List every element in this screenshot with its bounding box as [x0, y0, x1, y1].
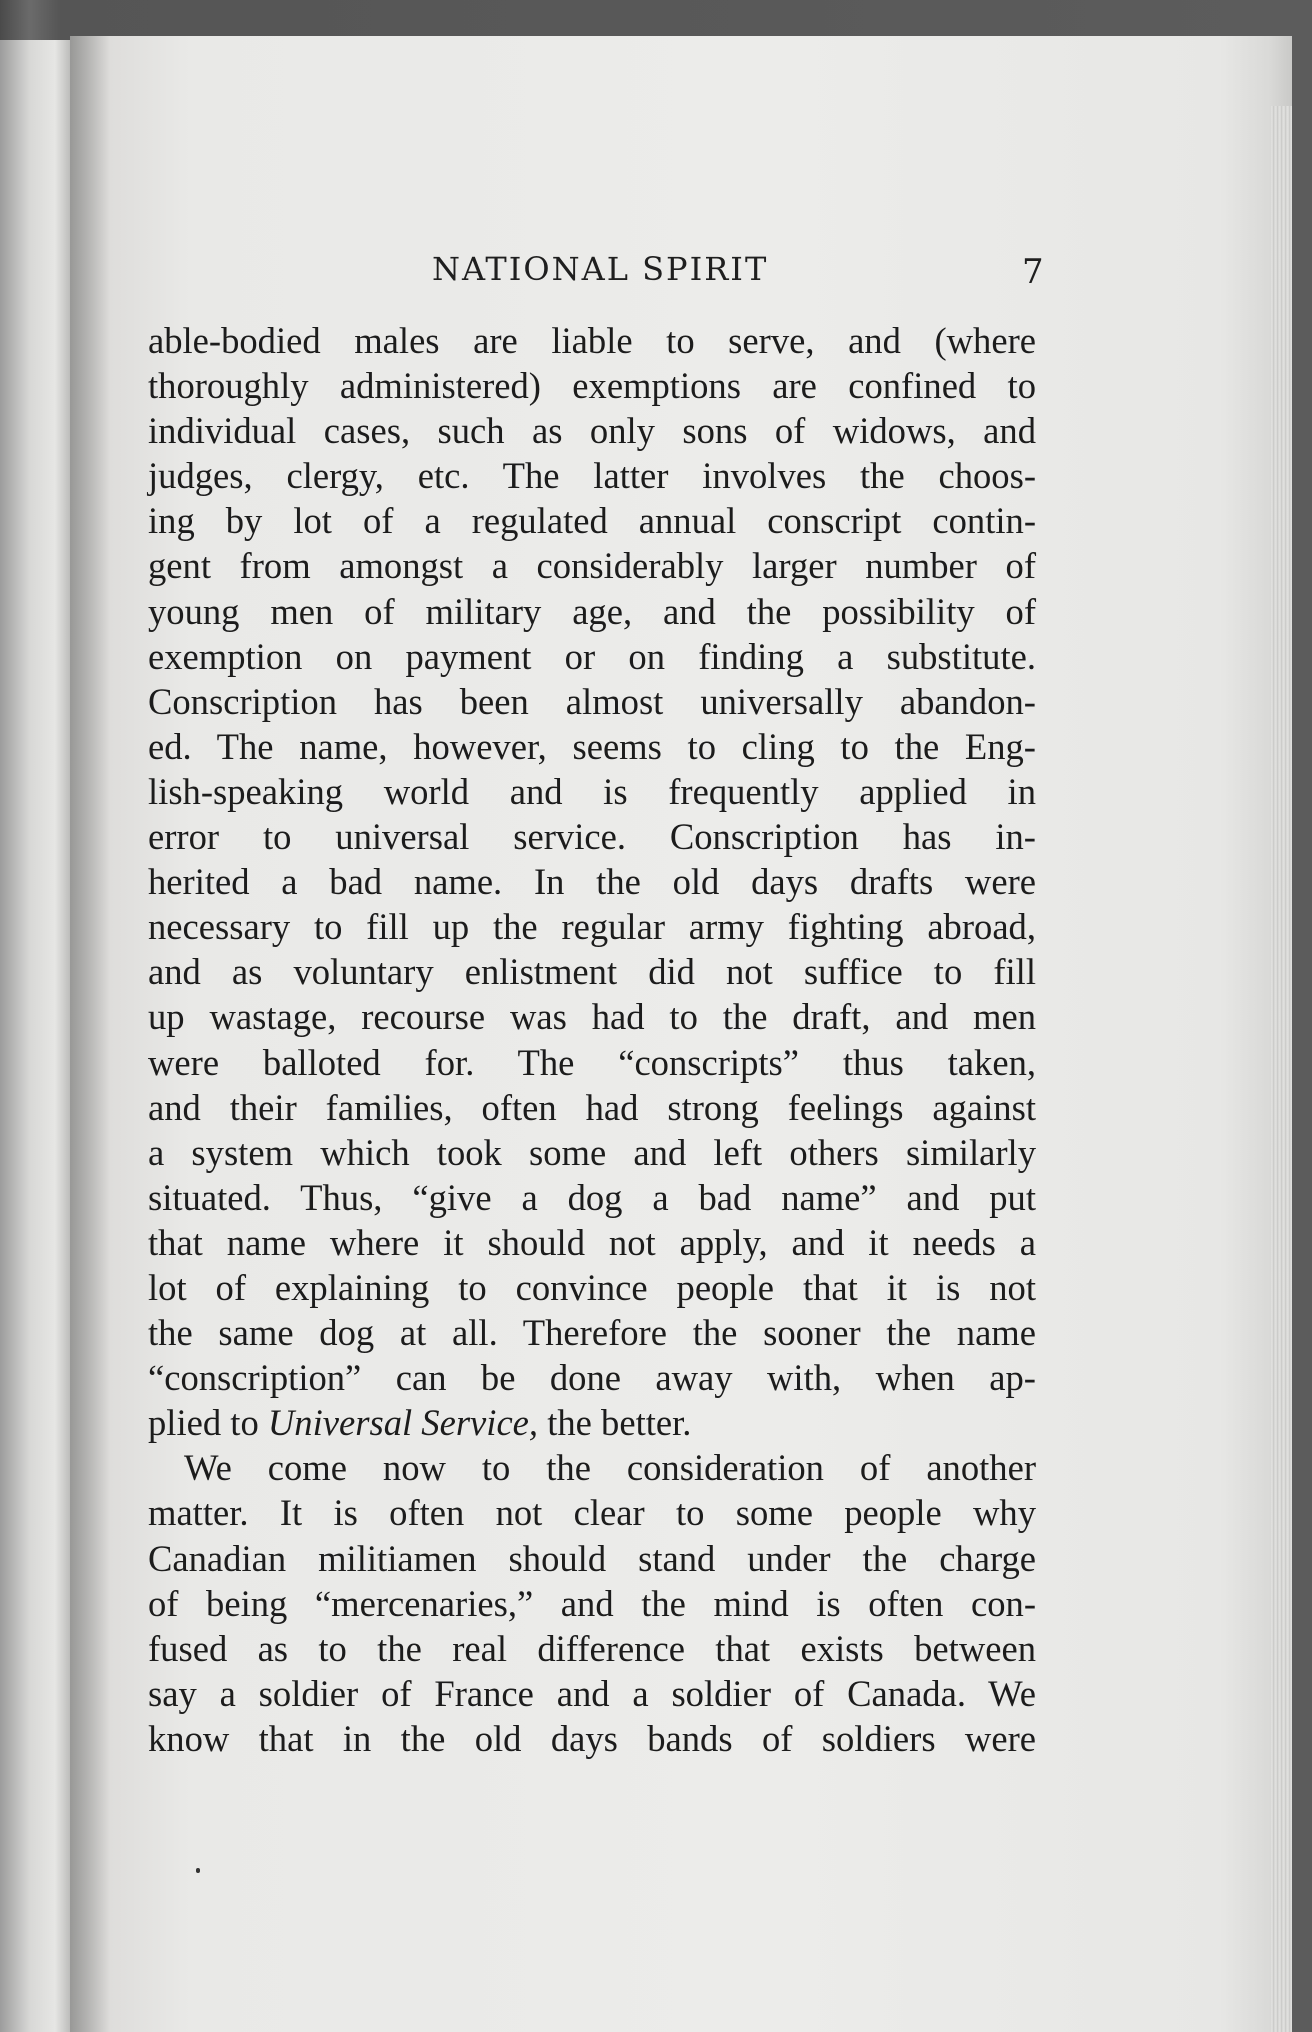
text-run: the better.	[538, 1402, 692, 1444]
page-number: 7	[1022, 252, 1044, 292]
text-line: necessary to fill up the regular army fighting abroad,	[148, 906, 1036, 948]
text-line: situated. Thus, “give a dog a bad name” and put	[148, 1176, 1036, 1218]
page-stack-edge	[1270, 106, 1292, 2032]
text-line: young men of military age, and the possibility of	[148, 590, 1036, 632]
text-line: ed. The name, however, seems to cling to the Eng-	[148, 725, 1036, 767]
body-text	[148, 318, 1036, 1761]
text-line: and their families, often had strong feelings against	[148, 1086, 1036, 1128]
text-line: Conscription has been almost universally abandon-	[148, 680, 1036, 722]
text-line: lish-speaking world and is frequently applied in	[148, 770, 1036, 812]
text-line: and as voluntary enlistment did not suffice to fill	[148, 951, 1036, 993]
text-line: up wastage, recourse was had to the draft, and men	[148, 996, 1036, 1038]
left-page-edge	[0, 40, 70, 2032]
italic-term: Universal Service,	[267, 1402, 539, 1444]
text-line: “conscription” can be done away with, when ap-	[148, 1357, 1036, 1399]
text-line: say a soldier of France and a soldier of Canada. We	[148, 1672, 1036, 1714]
running-title: NATIONAL SPIRIT	[432, 250, 769, 288]
text-run: plied to	[148, 1402, 268, 1444]
print-speck	[196, 1868, 200, 1873]
text-line: able-bodied males are liable to serve, and (where	[148, 320, 1036, 361]
gutter-shadow	[70, 36, 110, 2032]
paragraph-2	[148, 1445, 1036, 1761]
text-line: thoroughly administered) exemptions are confined to	[148, 365, 1036, 407]
text-line-last	[148, 1400, 1036, 1445]
text-line: individual cases, such as only sons of widows, and	[148, 410, 1036, 452]
text-line: judges, clergy, etc. The latter involves the choos-	[148, 455, 1036, 497]
paragraph-1	[148, 318, 1036, 1445]
text-line: gent from amongst a considerably larger number of	[148, 545, 1036, 587]
text-line: ing by lot of a regulated annual conscript contin-	[148, 500, 1036, 542]
text-line: error to universal service. Conscription has in-	[148, 816, 1036, 858]
text-line: know that in the old days bands of soldiers were	[148, 1717, 1036, 1759]
text-line: a system which took some and left others similarly	[148, 1131, 1036, 1173]
text-line: Canadian militiamen should stand under the charge	[148, 1537, 1036, 1579]
running-head	[70, 250, 1292, 290]
text-line: were balloted for. The “conscripts” thus taken,	[148, 1041, 1036, 1083]
text-line: that name where it should not apply, and it needs a	[148, 1221, 1036, 1263]
text-line: We come now to the consideration of another	[184, 1447, 1036, 1489]
text-line: matter. It is often not clear to some people why	[148, 1492, 1036, 1534]
text-line: the same dog at all. Therefore the sooner the name	[148, 1312, 1036, 1354]
text-line: fused as to the real difference that exists between	[148, 1627, 1036, 1669]
text-line: lot of explaining to convince people that it is not	[148, 1266, 1036, 1308]
text-line: exemption on payment or on finding a substitute.	[148, 635, 1036, 677]
text-line: of being “mercenaries,” and the mind is often con-	[148, 1582, 1036, 1624]
text-line: herited a bad name. In the old days drafts were	[148, 861, 1036, 903]
